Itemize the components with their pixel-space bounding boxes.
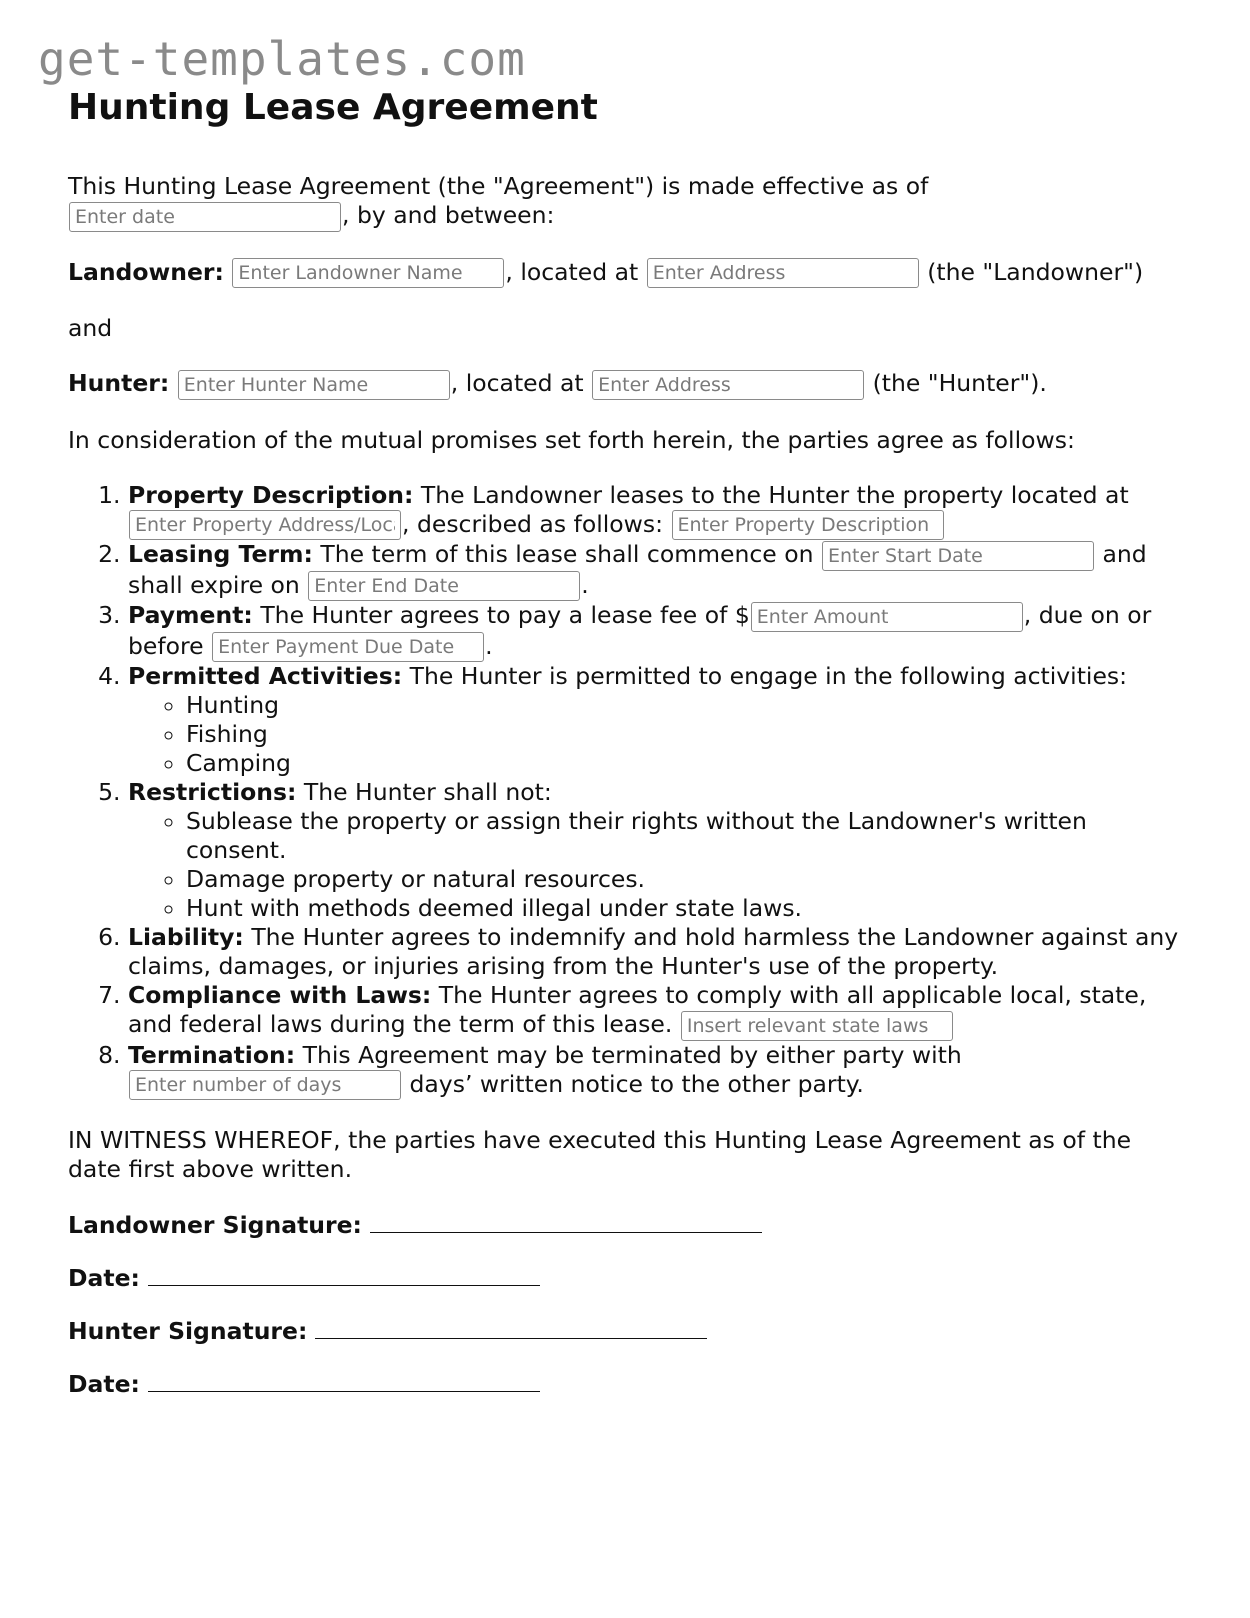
clause-compliance-text: The Hunter agrees to comply with all applicable local, state, and federal laws during the term of this lease.: [128, 981, 1147, 1038]
clause-term: [128, 540, 1188, 601]
intro-tail: , by and between:: [342, 201, 555, 229]
notice-days-input[interactable]: [129, 1070, 401, 1100]
witness-text: IN WITNESS WHEREOF, the parties have executed this Hunting Lease Agreement as of the date first above written.: [68, 1126, 1132, 1183]
state-laws-input[interactable]: [681, 1011, 953, 1041]
intro-paragraph: [68, 172, 1188, 232]
clause-termination-title: Termination:: [128, 1040, 296, 1069]
clause-termination: [128, 1041, 1188, 1101]
hunter-date-label: Date:: [68, 1370, 140, 1398]
clause-termination-tail: days’ written notice to the other party.: [409, 1069, 864, 1098]
document-title: Hunting Lease Agreement: [68, 87, 598, 128]
end-date-input[interactable]: [308, 571, 580, 601]
hunter-located-at: , located at: [450, 369, 584, 397]
clause-compliance-title: Compliance with Laws:: [128, 981, 432, 1009]
list-item: ◦ Fishing: [186, 720, 1188, 749]
clause-payment: [128, 601, 1188, 662]
hunter-date-field[interactable]: [148, 1369, 540, 1392]
hunter-signature-field[interactable]: [315, 1316, 707, 1339]
landowner-date-label: Date:: [68, 1264, 140, 1292]
watermark: get-templates.com: [38, 32, 526, 86]
restrictions-list: [128, 807, 1188, 923]
landowner-signature-field[interactable]: [370, 1210, 762, 1233]
list-item: ◦ Sublease the property or assign their rights without the Landowner's written consent.: [186, 807, 1188, 865]
hunter-address-input[interactable]: [592, 370, 864, 400]
landowner-name-input[interactable]: [232, 258, 504, 288]
clause-property-title: Property Description:: [128, 480, 414, 509]
hunter-name-input[interactable]: [178, 370, 450, 400]
clause-liability: [128, 923, 1188, 981]
clauses-list: [68, 481, 1188, 1101]
start-date-input[interactable]: [822, 541, 1094, 571]
consideration-text: In consideration of the mutual promises set forth herein, the parties agree as follows:: [68, 425, 1075, 454]
clause-restrictions-text: The Hunter shall not:: [303, 778, 552, 806]
effective-date-input[interactable]: [69, 202, 341, 232]
landowner-located-at: , located at: [505, 257, 639, 286]
hunter-signature-line: [68, 1316, 1188, 1346]
clause-payment-text: The Hunter agrees to pay a lease fee of $: [260, 601, 750, 629]
clause-liability-text: The Hunter agrees to indemnify and hold harmless the Landowner against any claims, damages, or injuries arising from the Hunter's use of the property.: [128, 923, 1179, 980]
hunter-label: Hunter:: [68, 369, 170, 397]
amount-input[interactable]: [751, 602, 1023, 632]
clause-property-text: The Landowner leases to the Hunter the property located at: [420, 480, 1129, 509]
property-description-input[interactable]: [672, 510, 944, 540]
clause-restrictions: [128, 778, 1188, 923]
landowner-signature-line: [68, 1210, 1188, 1240]
clause-activities: [128, 662, 1188, 778]
clause-activities-text: The Hunter is permitted to engage in the following activities:: [409, 662, 1128, 690]
landowner-label: Landowner:: [68, 257, 224, 286]
clause-term-text: The term of this lease shall commence on: [320, 540, 814, 568]
clause-payment-middle: , due on or before: [128, 601, 1152, 660]
clause-property-described: , described as follows:: [402, 509, 664, 538]
landowner-signature-label: Landowner Signature:: [68, 1211, 362, 1239]
list-item: ◦ Damage property or natural resources.: [186, 865, 1188, 894]
landowner-line: [68, 258, 1188, 289]
clause-term-end: .: [581, 570, 589, 599]
clause-termination-text: This Agreement may be terminated by either party with: [302, 1040, 962, 1069]
hunter-suffix: (the "Hunter").: [872, 369, 1047, 397]
clause-payment-title: Payment:: [128, 601, 253, 629]
clause-term-title: Leasing Term:: [128, 540, 313, 568]
intro-text: This Hunting Lease Agreement (the "Agreement") is made effective as of: [68, 172, 929, 200]
hunter-line: [68, 369, 1188, 400]
activities-list: [128, 691, 1188, 778]
list-item: ◦ Hunting: [186, 691, 1188, 720]
clause-restrictions-title: Restrictions:: [128, 778, 297, 806]
landowner-suffix: (the "Landowner"): [927, 257, 1144, 286]
landowner-address-input[interactable]: [647, 258, 919, 288]
landowner-date-line: [68, 1263, 1188, 1293]
property-address-input[interactable]: [129, 510, 401, 540]
and-text: and: [68, 314, 113, 342]
clause-liability-title: Liability:: [128, 923, 244, 951]
hunter-date-line: [68, 1369, 1188, 1399]
hunter-signature-label: Hunter Signature:: [68, 1317, 308, 1345]
clause-payment-end: .: [485, 631, 493, 660]
document-body: [68, 86, 1188, 1422]
clause-compliance: [128, 981, 1188, 1041]
payment-due-date-input[interactable]: [212, 632, 484, 662]
clause-property: [128, 481, 1188, 541]
list-item: ◦ Camping: [186, 749, 1188, 778]
list-item: ◦ Hunt with methods deemed illegal under state laws.: [186, 894, 1188, 923]
clause-activities-title: Permitted Activities:: [128, 662, 403, 690]
clause-term-middle: and shall expire on: [128, 540, 1147, 599]
landowner-date-field[interactable]: [148, 1263, 540, 1286]
